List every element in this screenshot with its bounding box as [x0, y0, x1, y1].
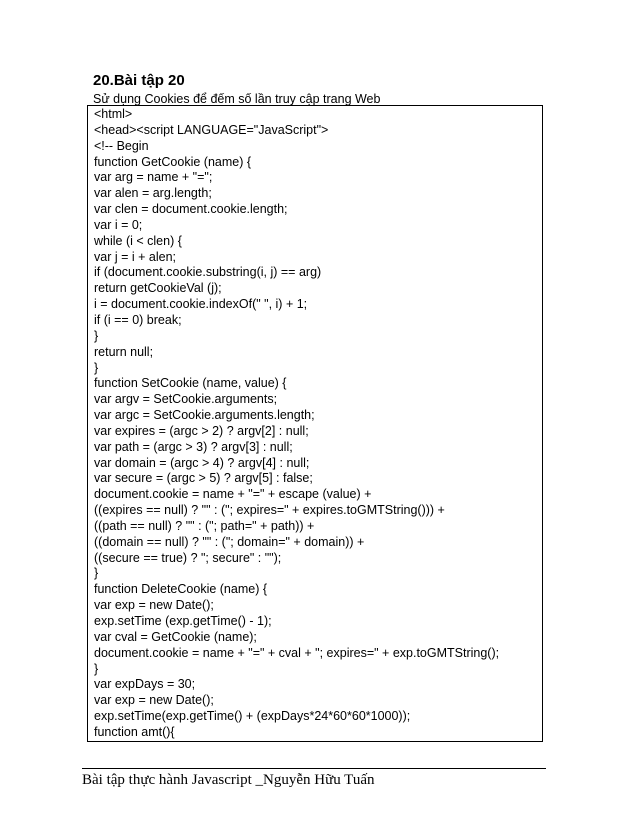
code-line: document.cookie = name + "=" + cval + "; expires=" + exp.toGMTString(); — [94, 645, 500, 660]
code-line: var domain = (argc > 4) ? argv[4] : null; — [94, 455, 310, 470]
code-line: var argv = SetCookie.arguments; — [94, 392, 278, 407]
footer-divider — [82, 768, 546, 769]
footer-text: Bài tập thực hành Javascript _Nguyễn Hữu Tuấn — [82, 772, 375, 788]
code-line: if (i == 0) break; — [94, 312, 182, 327]
code-line: var expires = (argc > 2) ? argv[2] : null; — [94, 423, 309, 438]
code-line: document.cookie = name + "=" + escape (value) + — [94, 487, 372, 502]
code-line: <html> — [94, 107, 133, 121]
code-line: var expDays = 30; — [94, 677, 196, 692]
code-line: return null; — [94, 344, 154, 359]
exercise-title: 20.Bài tập 20 — [93, 72, 185, 89]
code-line: ((domain == null) ? "" : ("; domain=" + domain)) + — [94, 534, 365, 549]
code-line: var exp = new Date(); — [94, 598, 214, 613]
code-line: exp.setTime (exp.getTime() - 1); — [94, 614, 272, 628]
code-line: function GetCookie (name) { — [94, 154, 252, 169]
code-line: function amt(){ — [94, 724, 175, 739]
code-line: exp.setTime(exp.getTime() + (expDays*24*60*60*1000)); — [94, 709, 411, 724]
exercise-subtitle: Sử dụng Cookies để đếm số lần truy cập trang Web — [93, 92, 381, 106]
code-line: ((expires == null) ? "" : ("; expires=" + expires.toGMTString())) + — [94, 503, 445, 518]
code-line: var cval = GetCookie (name); — [94, 629, 257, 644]
code-line: var arg = name + "="; — [94, 170, 213, 185]
code-line: if (document.cookie.substring(i, j) == arg) — [94, 265, 322, 280]
code-line: var secure = (argc > 5) ? argv[5] : false; — [94, 471, 313, 486]
code-listing-box — [87, 105, 543, 742]
code-line: } — [94, 328, 99, 343]
code-line: var argc = SetCookie.arguments.length; — [94, 408, 315, 423]
code-line: return getCookieVal (j); — [94, 281, 222, 296]
code-line: var path = (argc > 3) ? argv[3] : null; — [94, 439, 293, 454]
code-line: function DeleteCookie (name) { — [94, 582, 268, 597]
code-line: var clen = document.cookie.length; — [94, 202, 288, 217]
code-line: <!-- Begin — [94, 138, 149, 153]
code-line: var i = 0; — [94, 217, 143, 232]
code-line: while (i < clen) { — [94, 233, 182, 248]
code-line: i = document.cookie.indexOf(" ", i) + 1; — [94, 297, 308, 312]
code-line — [94, 741, 542, 742]
code-line: var alen = arg.length; — [94, 186, 212, 201]
code-line: ((secure == true) ? "; secure" : ""); — [94, 550, 282, 565]
code-line: } — [94, 566, 99, 581]
code-line: function SetCookie (name, value) { — [94, 376, 287, 391]
code-line: } — [94, 360, 99, 375]
code-line: <head><script LANGUAGE="JavaScript"> — [94, 122, 329, 137]
code-line: var j = i + alen; — [94, 249, 176, 264]
code-line: ((path == null) ? "" : ("; path=" + path)) + — [94, 518, 315, 533]
code-line: } — [94, 661, 99, 676]
code-line: var exp = new Date(); — [94, 693, 214, 708]
